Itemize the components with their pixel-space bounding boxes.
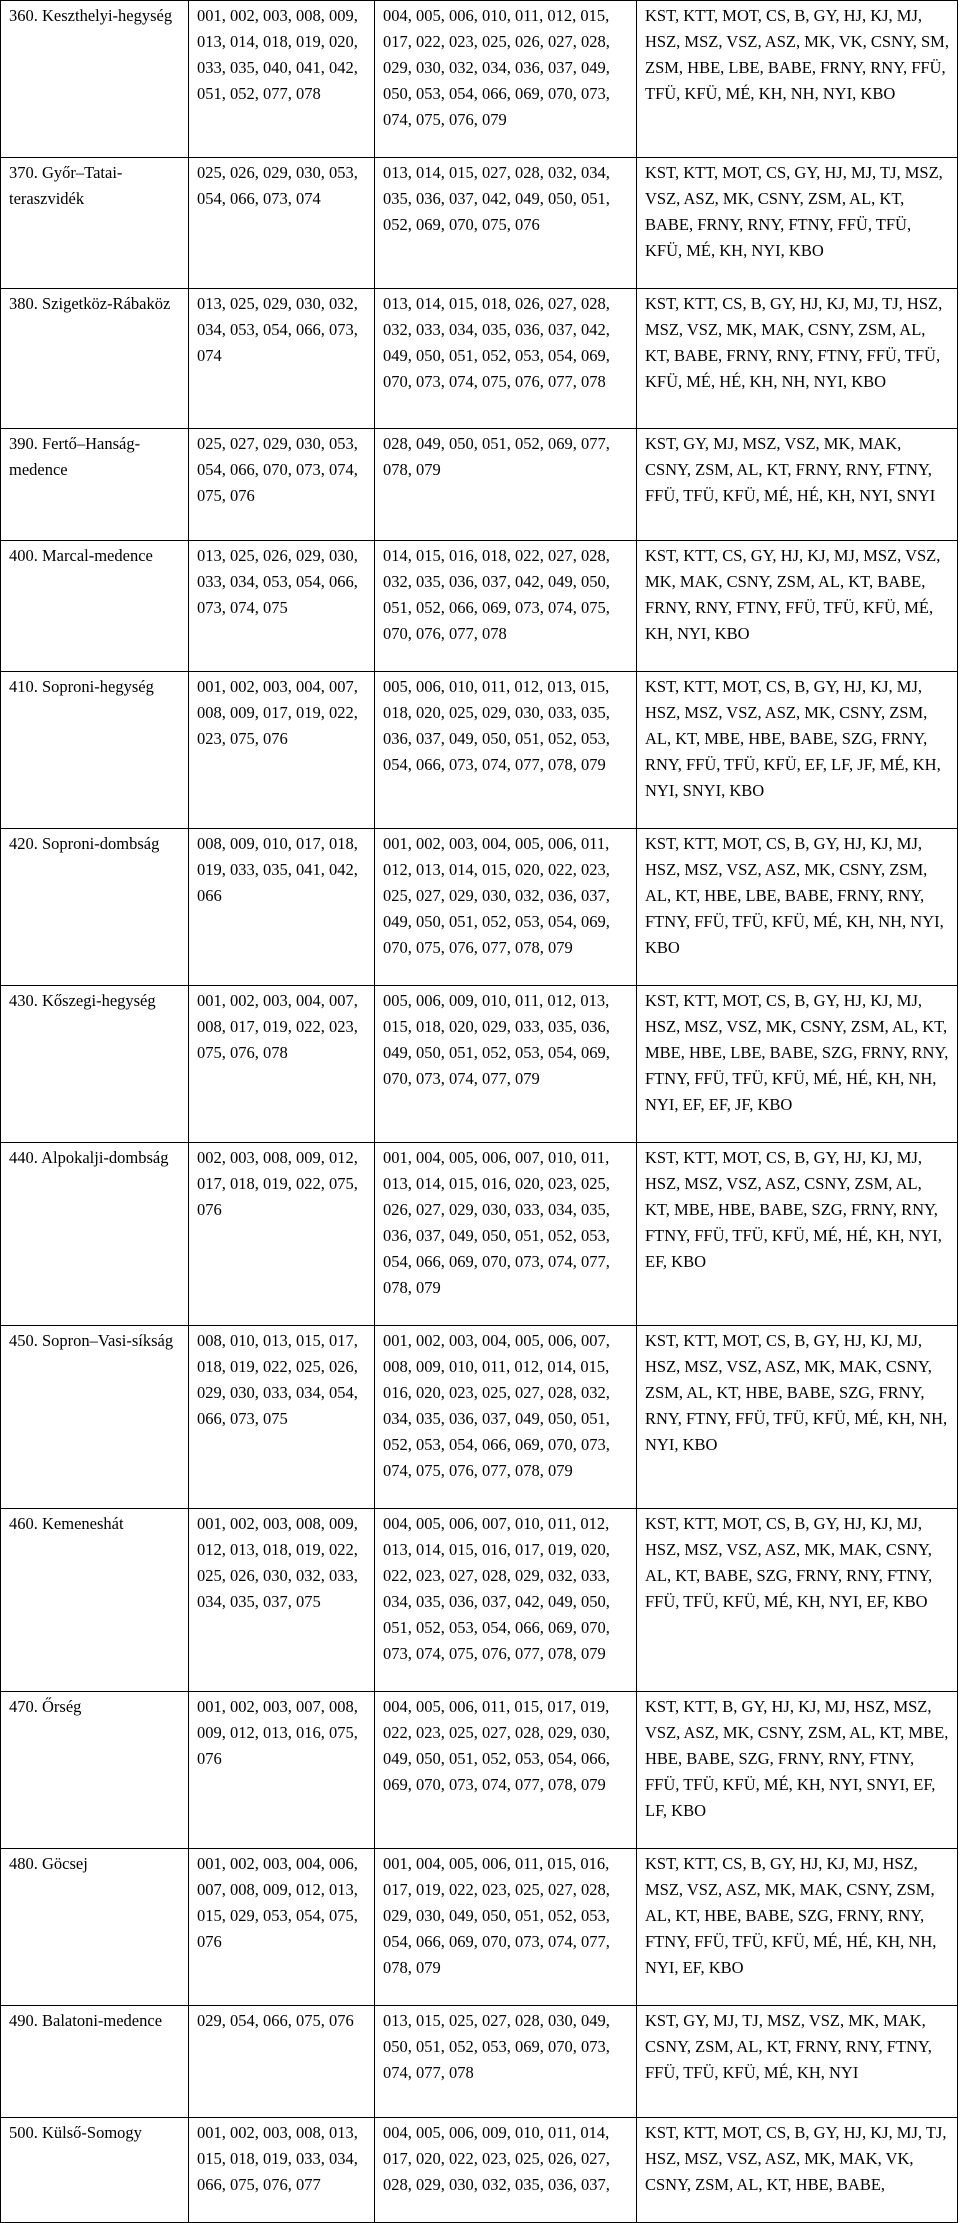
category-codes-text: KST, KTT, MOT, CS, B, GY, HJ, KJ, MJ, HSZ, MSZ, VSZ, MK, CSNY, ZSM, AL, KT, MBE, HBE, LBE, BABE, SZG, FRNY, RNY, FTNY, FFÜ, TFÜ, KFÜ, MÉ, HÉ, KH, NH, NYI, EF, EF, JF, KBO xyxy=(645,991,949,1114)
codes-primary-text: 001, 002, 003, 004, 007, 008, 017, 019, 022, 023, 075, 076, 078 xyxy=(197,991,358,1062)
table-row xyxy=(1,1509,958,1692)
category-codes-text: KST, KTT, MOT, CS, B, GY, HJ, KJ, MJ, HSZ, MSZ, VSZ, ASZ, MK, CSNY, ZSM, AL, KT, HBE, LBE, BABE, FRNY, RNY, FTNY, FFÜ, TFÜ, KFÜ, MÉ, KH, NH, NYI, KBO xyxy=(645,834,944,957)
table-row xyxy=(1,429,958,541)
codes-primary-cell xyxy=(189,1849,375,2006)
table-row xyxy=(1,829,958,986)
codes-secondary-text: 028, 049, 050, 051, 052, 069, 077, 078, 079 xyxy=(383,434,610,479)
category-codes-text: KST, KTT, MOT, CS, B, GY, HJ, KJ, MJ, HSZ, MSZ, VSZ, ASZ, MK, MAK, CSNY, AL, KT, BABE, SZG, FRNY, RNY, FTNY, FFÜ, TFÜ, KFÜ, MÉ, KH, NYI, EF, KBO xyxy=(645,1514,933,1611)
codes-secondary-cell xyxy=(375,1326,637,1509)
codes-primary-text: 008, 010, 013, 015, 017, 018, 019, 022, 025, 026, 029, 030, 033, 034, 054, 066, 073, 075 xyxy=(197,1331,358,1428)
codes-secondary-cell xyxy=(375,672,637,829)
region-name-cell xyxy=(1,429,189,541)
category-codes-cell xyxy=(637,1,958,158)
table-row xyxy=(1,1,958,158)
codes-secondary-text: 001, 004, 005, 006, 011, 015, 016, 017, 019, 022, 023, 025, 027, 028, 029, 030, 049, 050, 051, 052, 053, 054, 066, 069, 070, 073, 074, 077, 078, 079 xyxy=(383,1854,610,1977)
table-row xyxy=(1,541,958,672)
category-codes-text: KST, KTT, MOT, CS, B, GY, HJ, KJ, MJ, TJ, HSZ, MSZ, VSZ, ASZ, MK, MAK, VK, CSNY, ZSM, AL, KT, HBE, BABE, xyxy=(645,2123,947,2194)
codes-secondary-text: 005, 006, 009, 010, 011, 012, 013, 015, 018, 020, 029, 033, 035, 036, 049, 050, 051, 052, 053, 054, 069, 070, 073, 074, 077, 079 xyxy=(383,991,610,1088)
region-name-cell xyxy=(1,986,189,1143)
category-codes-cell xyxy=(637,672,958,829)
category-codes-cell xyxy=(637,1143,958,1326)
codes-primary-text: 001, 002, 003, 004, 006, 007, 008, 009, 012, 013, 015, 029, 053, 054, 075, 076 xyxy=(197,1854,358,1951)
category-codes-cell xyxy=(637,289,958,429)
region-name-text: 380. Szigetköz-Rábaköz xyxy=(9,294,171,313)
category-codes-text: KST, GY, MJ, MSZ, VSZ, MK, MAK, CSNY, ZSM, AL, KT, FRNY, RNY, FTNY, FFÜ, TFÜ, KFÜ, MÉ, HÉ, KH, NYI, SNYI xyxy=(645,434,936,505)
region-name-text: 490. Balatoni-medence xyxy=(9,2011,163,2030)
codes-secondary-cell xyxy=(375,1692,637,1849)
codes-primary-cell xyxy=(189,541,375,672)
codes-primary-text: 013, 025, 029, 030, 032, 034, 053, 054, 066, 073, 074 xyxy=(197,294,358,365)
codes-primary-text: 025, 027, 029, 030, 053, 054, 066, 070, 073, 074, 075, 076 xyxy=(197,434,358,505)
codes-secondary-cell xyxy=(375,1849,637,2006)
category-codes-text: KST, KTT, B, GY, HJ, KJ, MJ, HSZ, MSZ, VSZ, ASZ, MK, CSNY, ZSM, AL, KT, MBE, HBE, BABE, SZG, FRNY, RNY, FTNY, FFÜ, TFÜ, KFÜ, MÉ, KH, NYI, SNYI, EF, LF, KBO xyxy=(645,1697,949,1820)
codes-primary-text: 001, 002, 003, 004, 007, 008, 009, 017, 019, 022, 023, 075, 076 xyxy=(197,677,358,748)
codes-secondary-cell xyxy=(375,1143,637,1326)
table-row xyxy=(1,158,958,289)
codes-primary-cell xyxy=(189,1692,375,1849)
category-codes-text: KST, KTT, MOT, CS, B, GY, HJ, KJ, MJ, HSZ, MSZ, VSZ, ASZ, CSNY, ZSM, AL, KT, MBE, HBE, BABE, SZG, FRNY, RNY, FTNY, FFÜ, TFÜ, KFÜ, MÉ, HÉ, KH, NYI, EF, KBO xyxy=(645,1148,942,1271)
region-name-text: 420. Soproni-dombság xyxy=(9,834,160,853)
region-name-cell xyxy=(1,2006,189,2118)
table-row xyxy=(1,1849,958,2006)
region-name-cell xyxy=(1,158,189,289)
codes-secondary-cell xyxy=(375,429,637,541)
codes-secondary-cell xyxy=(375,2006,637,2118)
codes-secondary-cell xyxy=(375,541,637,672)
codes-primary-text: 001, 002, 003, 007, 008, 009, 012, 013, 016, 075, 076 xyxy=(197,1697,358,1768)
region-name-text: 500. Külső-Somogy xyxy=(9,2123,142,2142)
table-row xyxy=(1,289,958,429)
codes-primary-cell xyxy=(189,1,375,158)
codes-primary-text: 008, 009, 010, 017, 018, 019, 033, 035, 041, 042, 066 xyxy=(197,834,358,905)
codes-primary-text: 002, 003, 008, 009, 012, 017, 018, 019, 022, 075, 076 xyxy=(197,1148,358,1219)
region-name-cell xyxy=(1,289,189,429)
region-name-cell xyxy=(1,2118,189,2223)
codes-secondary-text: 013, 015, 025, 027, 028, 030, 049, 050, 051, 052, 053, 069, 070, 073, 074, 077, 078 xyxy=(383,2011,610,2082)
category-codes-cell xyxy=(637,1326,958,1509)
category-codes-cell xyxy=(637,158,958,289)
codes-secondary-text: 004, 005, 006, 011, 015, 017, 019, 022, 023, 025, 027, 028, 029, 030, 049, 050, 051, 052, 053, 054, 066, 069, 070, 073, 074, 077, 078, 079 xyxy=(383,1697,610,1794)
category-codes-cell xyxy=(637,2006,958,2118)
codes-primary-cell xyxy=(189,158,375,289)
category-codes-cell xyxy=(637,2118,958,2223)
codes-secondary-cell xyxy=(375,829,637,986)
codes-secondary-text: 013, 014, 015, 018, 026, 027, 028, 032, 033, 034, 035, 036, 037, 042, 049, 050, 051, 052, 053, 054, 069, 070, 073, 074, 075, 076, 077, 078 xyxy=(383,294,610,391)
category-codes-text: KST, KTT, MOT, CS, B, GY, HJ, KJ, MJ, HSZ, MSZ, VSZ, ASZ, MK, VK, CSNY, SM, ZSM, HBE, LBE, BABE, FRNY, RNY, FFÜ, TFÜ, KFÜ, MÉ, KH, NH, NYI, KBO xyxy=(645,6,949,103)
region-name-cell xyxy=(1,1,189,158)
region-name-cell xyxy=(1,541,189,672)
codes-primary-cell xyxy=(189,289,375,429)
codes-primary-cell xyxy=(189,2118,375,2223)
region-name-text: 470. Őrség xyxy=(9,1697,82,1716)
category-codes-text: KST, KTT, MOT, CS, GY, HJ, MJ, TJ, MSZ, VSZ, ASZ, MK, CSNY, ZSM, AL, KT, BABE, FRNY, RNY, FTNY, FFÜ, TFÜ, KFÜ, MÉ, KH, NYI, KBO xyxy=(645,163,943,260)
codes-primary-cell xyxy=(189,672,375,829)
category-codes-cell xyxy=(637,1509,958,1692)
codes-secondary-text: 004, 005, 006, 009, 010, 011, 014, 017, 020, 022, 023, 025, 026, 027, 028, 029, 030, 032, 035, 036, 037, xyxy=(383,2123,610,2194)
codes-secondary-cell xyxy=(375,1509,637,1692)
codes-secondary-text: 004, 005, 006, 007, 010, 011, 012, 013, 014, 015, 016, 017, 019, 020, 022, 023, 027, 028, 029, 032, 033, 034, 035, 036, 037, 042, 049, 050, 051, 052, 053, 054, 066, 069, 070, 073, 074, 075, 076, 077, 078, 079 xyxy=(383,1514,610,1663)
region-name-text: 450. Sopron–Vasi-síkság xyxy=(9,1331,174,1350)
category-codes-cell xyxy=(637,429,958,541)
table-row xyxy=(1,672,958,829)
table-row xyxy=(1,986,958,1143)
codes-primary-cell xyxy=(189,429,375,541)
region-name-text: 410. Soproni-hegység xyxy=(9,677,154,696)
table-row xyxy=(1,2118,958,2223)
table-row xyxy=(1,1326,958,1509)
codes-secondary-text: 005, 006, 010, 011, 012, 013, 015, 018, 020, 025, 029, 030, 033, 035, 036, 037, 049, 050, 051, 052, 053, 054, 066, 073, 074, 077, 078, 079 xyxy=(383,677,610,774)
codes-secondary-text: 013, 014, 015, 027, 028, 032, 034, 035, 036, 037, 042, 049, 050, 051, 052, 069, 070, 075, 076 xyxy=(383,163,610,234)
region-name-cell xyxy=(1,1509,189,1692)
codes-secondary-cell xyxy=(375,158,637,289)
codes-secondary-text: 001, 004, 005, 006, 007, 010, 011, 013, 014, 015, 016, 020, 023, 025, 026, 027, 029, 030, 033, 034, 035, 036, 037, 049, 050, 051, 052, 053, 054, 066, 069, 070, 073, 074, 077, 078, 079 xyxy=(383,1148,610,1297)
codes-primary-text: 001, 002, 003, 008, 009, 012, 013, 018, 019, 022, 025, 026, 030, 032, 033, 034, 035, 037, 075 xyxy=(197,1514,358,1611)
region-name-text: 400. Marcal-medence xyxy=(9,546,153,565)
category-codes-text: KST, KTT, CS, B, GY, HJ, KJ, MJ, HSZ, MSZ, VSZ, ASZ, MK, MAK, CSNY, ZSM, AL, KT, HBE, BABE, SZG, FRNY, RNY, FTNY, FFÜ, TFÜ, KFÜ, MÉ, HÉ, KH, NH, NYI, EF, KBO xyxy=(645,1854,937,1977)
codes-primary-text: 001, 002, 003, 008, 009, 013, 014, 018, 019, 020, 033, 035, 040, 041, 042, 051, 052, 077, 078 xyxy=(197,6,358,103)
region-name-cell xyxy=(1,1849,189,2006)
codes-secondary-text: 004, 005, 006, 010, 011, 012, 015, 017, 022, 023, 025, 026, 027, 028, 029, 030, 032, 034, 036, 037, 049, 050, 053, 054, 066, 069, 070, 073, 074, 075, 076, 079 xyxy=(383,6,610,129)
codes-primary-text: 013, 025, 026, 029, 030, 033, 034, 053, 054, 066, 073, 074, 075 xyxy=(197,546,358,617)
category-codes-text: KST, KTT, CS, B, GY, HJ, KJ, MJ, TJ, HSZ, MSZ, VSZ, MK, MAK, CSNY, ZSM, AL, KT, BABE, FRNY, RNY, FTNY, FFÜ, TFÜ, KFÜ, MÉ, HÉ, KH, NH, NYI, KBO xyxy=(645,294,943,391)
codes-primary-text: 029, 054, 066, 075, 076 xyxy=(197,2011,354,2030)
codes-secondary-cell xyxy=(375,2118,637,2223)
region-name-text: 440. Alpokalji-dombság xyxy=(9,1148,169,1167)
codes-primary-cell xyxy=(189,986,375,1143)
codes-secondary-text: 001, 002, 003, 004, 005, 006, 011, 012, 013, 014, 015, 020, 022, 023, 025, 027, 029, 030, 032, 036, 037, 049, 050, 051, 052, 053, 054, 069, 070, 075, 076, 077, 078, 079 xyxy=(383,834,610,957)
region-name-text: 390. Fertő–Hanság-medence xyxy=(9,434,141,479)
codes-secondary-text: 001, 002, 003, 004, 005, 006, 007, 008, 009, 010, 011, 012, 014, 015, 016, 020, 023, 025, 027, 028, 032, 034, 035, 036, 037, 049, 050, 051, 052, 053, 054, 066, 069, 070, 073, 074, 075, 076, 077, 078, 079 xyxy=(383,1331,610,1480)
codes-secondary-text: 014, 015, 016, 018, 022, 027, 028, 032, 035, 036, 037, 042, 049, 050, 051, 052, 066, 069, 073, 074, 075, 070, 076, 077, 078 xyxy=(383,546,610,643)
category-codes-text: KST, KTT, CS, GY, HJ, KJ, MJ, MSZ, VSZ, MK, MAK, CSNY, ZSM, AL, KT, BABE, FRNY, RNY, FTNY, FFÜ, TFÜ, KFÜ, MÉ, KH, NYI, KBO xyxy=(645,546,941,643)
category-codes-cell xyxy=(637,1692,958,1849)
table-body xyxy=(1,1,958,2223)
region-name-cell xyxy=(1,1326,189,1509)
codes-secondary-cell xyxy=(375,986,637,1143)
category-codes-cell xyxy=(637,541,958,672)
category-codes-cell xyxy=(637,829,958,986)
category-codes-cell xyxy=(637,986,958,1143)
region-name-cell xyxy=(1,672,189,829)
codes-primary-cell xyxy=(189,1326,375,1509)
region-name-cell xyxy=(1,1692,189,1849)
codes-primary-text: 001, 002, 003, 008, 013, 015, 018, 019, 033, 034, 066, 075, 076, 077 xyxy=(197,2123,358,2194)
region-name-cell xyxy=(1,1143,189,1326)
codes-primary-cell xyxy=(189,1143,375,1326)
category-codes-text: KST, KTT, MOT, CS, B, GY, HJ, KJ, MJ, HSZ, MSZ, VSZ, ASZ, MK, CSNY, ZSM, AL, KT, MBE, HBE, BABE, SZG, FRNY, RNY, FFÜ, TFÜ, KFÜ, EF, LF, JF, MÉ, KH, NYI, SNYI, KBO xyxy=(645,677,941,800)
region-name-text: 430. Kőszegi-hegység xyxy=(9,991,156,1010)
codes-secondary-cell xyxy=(375,1,637,158)
category-codes-cell xyxy=(637,1849,958,2006)
codes-primary-text: 025, 026, 029, 030, 053, 054, 066, 073, 074 xyxy=(197,163,358,208)
category-codes-text: KST, GY, MJ, TJ, MSZ, VSZ, MK, MAK, CSNY, ZSM, AL, KT, FRNY, RNY, FTNY, FFÜ, TFÜ, KFÜ, MÉ, KH, NYI xyxy=(645,2011,932,2082)
category-codes-text: KST, KTT, MOT, CS, B, GY, HJ, KJ, MJ, HSZ, MSZ, VSZ, ASZ, MK, MAK, CSNY, ZSM, AL, KT, HBE, BABE, SZG, FRNY, RNY, FTNY, FFÜ, TFÜ, KFÜ, MÉ, KH, NH, NYI, KBO xyxy=(645,1331,948,1454)
codes-secondary-cell xyxy=(375,289,637,429)
region-name-text: 480. Göcsej xyxy=(9,1854,88,1873)
table-row xyxy=(1,1143,958,1326)
codes-primary-cell xyxy=(189,829,375,986)
codes-primary-cell xyxy=(189,1509,375,1692)
table-row xyxy=(1,2006,958,2118)
region-name-cell xyxy=(1,829,189,986)
region-name-text: 370. Győr–Tatai-teraszvidék xyxy=(9,163,123,208)
region-name-text: 460. Kemeneshát xyxy=(9,1514,124,1533)
region-name-text: 360. Keszthelyi-hegység xyxy=(9,6,173,25)
table-row xyxy=(1,1692,958,1849)
codes-primary-cell xyxy=(189,2006,375,2118)
